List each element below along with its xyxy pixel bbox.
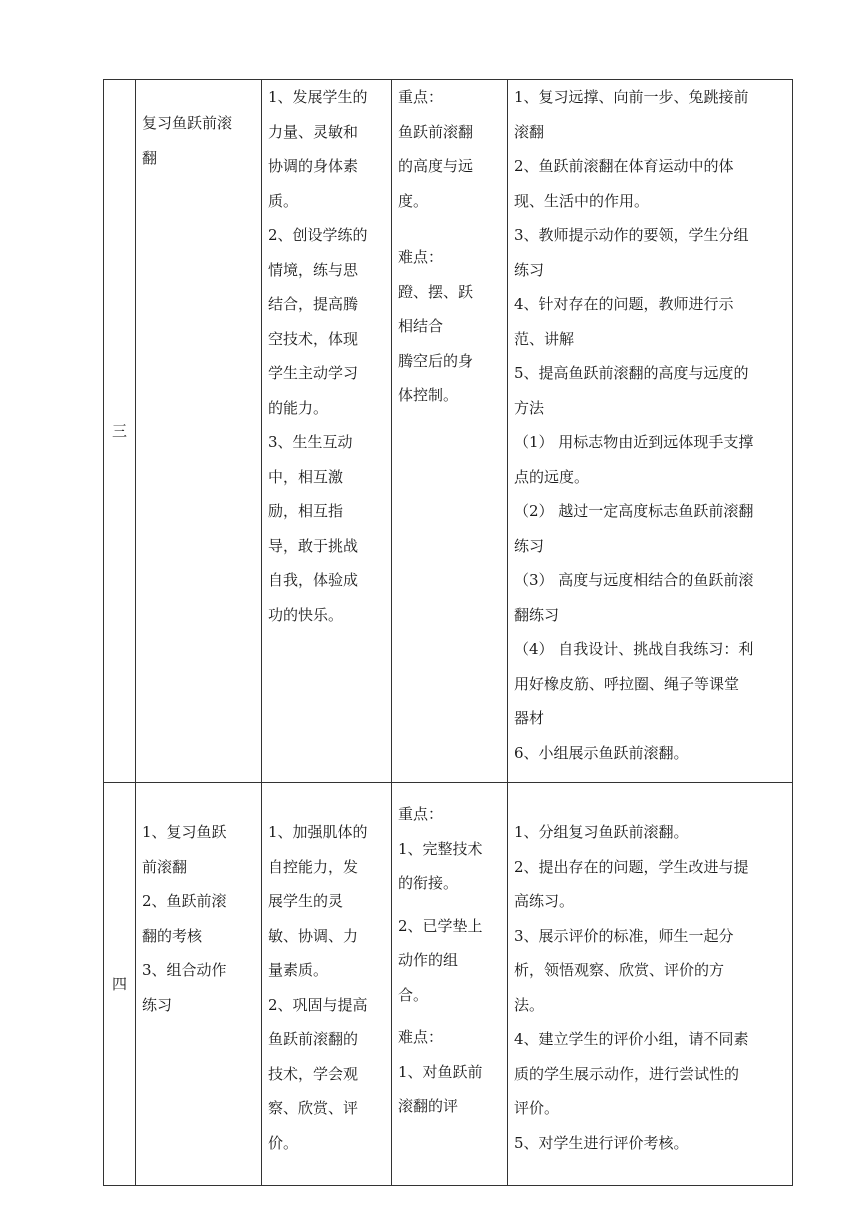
text-line: 3、展示评价的标准，师生一起分 xyxy=(514,926,734,945)
text-line: 5、提高鱼跃前滚翻的高度与远度的 xyxy=(514,364,749,382)
text-line: 动作的组 xyxy=(398,951,459,969)
text-line: 4、针对存在的问题，教师进行示 xyxy=(514,295,734,313)
text-line: 用好橡皮筋、呼拉圈、绳子等课堂 xyxy=(514,674,740,693)
text-line: 展学生的灵 xyxy=(268,892,344,910)
lesson-goals-cell xyxy=(262,783,392,1186)
text-line: 滚翻 xyxy=(514,122,545,141)
text-line: 4、建立学生的评价小组，请不同素 xyxy=(514,1030,749,1048)
text-line: 1、发展学生的 xyxy=(268,88,368,106)
text-line: （3） 高度与远度相结合的鱼跃前滚 xyxy=(514,571,754,589)
teaching-process-cell xyxy=(508,80,793,783)
lesson-number: 三 xyxy=(104,80,136,783)
key-point-title: 重点： xyxy=(398,88,444,106)
difficulty-title: 难点： xyxy=(398,248,444,266)
text-line: 度。 xyxy=(398,191,429,210)
lesson-plan-table xyxy=(103,79,793,1186)
text-line: 3、生生互动 xyxy=(268,433,353,451)
text-line: 1、复习鱼跃 xyxy=(142,823,227,841)
text-line: 察、欣赏、评 xyxy=(268,1099,359,1117)
text-line: 学生主动学习 xyxy=(268,364,359,382)
table-row xyxy=(104,783,793,1186)
text-line: 力量、灵敏和 xyxy=(268,122,359,141)
text-line: 点的远度。 xyxy=(514,467,590,486)
text-line: 自控能力，发 xyxy=(268,857,359,876)
text-line: 励，相互指 xyxy=(268,502,344,520)
text-line: 练习 xyxy=(142,995,173,1014)
text-line: 体控制。 xyxy=(398,386,459,404)
text-line: 自我，体验成 xyxy=(268,571,359,589)
text-line: 器材 xyxy=(514,709,545,727)
key-difficult-cell xyxy=(392,80,508,783)
text-line: 相结合 xyxy=(398,317,444,335)
text-line: 蹬、摆、跃 xyxy=(398,282,474,301)
text-line: 量素质。 xyxy=(268,961,329,979)
key-point-title: 重点： xyxy=(398,805,444,823)
text-line: 腾空后的身 xyxy=(398,351,474,370)
lesson-number: 四 xyxy=(104,783,136,1186)
text-line: 2、巩固与提高 xyxy=(268,995,368,1014)
text-line: （4） 自我设计、挑战自我练习：利 xyxy=(514,640,754,658)
text-line: 高练习。 xyxy=(514,892,575,910)
text-line: 范、讲解 xyxy=(514,329,575,348)
text-line: 合。 xyxy=(398,985,429,1004)
text-line: 析，领悟观察、欣赏、评价的方 xyxy=(514,961,725,979)
text-line: 前滚翻 xyxy=(142,857,188,876)
text-line: 3、组合动作 xyxy=(142,961,227,979)
text-line: 翻 xyxy=(142,148,158,167)
text-line: 质的学生展示动作，进行尝试性的 xyxy=(514,1064,740,1083)
text-line: 功的快乐。 xyxy=(268,605,344,624)
text-line: （2） 越过一定高度标志鱼跃前滚翻 xyxy=(514,502,754,520)
text-line: 3、教师提示动作的要领，学生分组 xyxy=(514,226,749,244)
text-line: 翻的考核 xyxy=(142,926,203,945)
teaching-process-cell xyxy=(508,783,793,1186)
text-line: 评价。 xyxy=(514,1099,560,1117)
text-line: 现、生活中的作用。 xyxy=(514,191,650,210)
text-line: 技术，学会观 xyxy=(268,1064,359,1083)
text-line: 1、分组复习鱼跃前滚翻。 xyxy=(514,823,689,841)
text-line: 练习 xyxy=(514,536,545,555)
text-line: 空技术，体现 xyxy=(268,329,359,348)
lesson-goals-cell xyxy=(262,80,392,783)
text-line: 的衔接。 xyxy=(398,874,459,892)
lesson-content-cell xyxy=(136,80,262,783)
text-line: 5、对学生进行评价考核。 xyxy=(514,1133,689,1152)
difficulty-title: 难点： xyxy=(398,1028,444,1046)
text-line: 协调的身体素 xyxy=(268,157,359,175)
text-line: 2、创设学练的 xyxy=(268,226,368,244)
text-line: 中，相互激 xyxy=(268,467,344,486)
text-line: 导，敢于挑战 xyxy=(268,536,359,555)
text-line: 复习鱼跃前滚 xyxy=(142,114,233,132)
text-line: 练习 xyxy=(514,260,545,279)
text-line: 2、鱼跃前滚 xyxy=(142,892,227,910)
text-line: 6、小组展示鱼跃前滚翻。 xyxy=(514,743,689,762)
text-line: 法。 xyxy=(514,995,545,1014)
text-line: 1、加强肌体的 xyxy=(268,823,368,841)
text-line: 敏、协调、力 xyxy=(268,926,359,945)
text-line: 1、完整技术 xyxy=(398,839,483,858)
text-line: 2、已学垫上 xyxy=(398,916,483,935)
text-line: （1） 用标志物由近到远体现手支撑 xyxy=(514,433,754,451)
text-line: 滚翻的评 xyxy=(398,1097,459,1115)
text-line: 价。 xyxy=(268,1133,299,1152)
text-line: 质。 xyxy=(268,191,299,210)
text-line: 的能力。 xyxy=(268,398,329,417)
text-line: 1、复习远撑、向前一步、兔跳接前 xyxy=(514,88,749,106)
text-line: 的高度与远 xyxy=(398,157,474,175)
key-difficult-cell xyxy=(392,783,508,1186)
text-line: 鱼跃前滚翻 xyxy=(398,122,474,141)
text-line: 2、鱼跃前滚翻在体育运动中的体 xyxy=(514,157,734,175)
text-line: 翻练习 xyxy=(514,605,560,624)
text-line: 1、对鱼跃前 xyxy=(398,1062,483,1081)
text-line: 方法 xyxy=(514,398,545,417)
lesson-content-cell xyxy=(136,783,262,1186)
text-line: 情境，练与思 xyxy=(268,260,359,279)
text-line: 2、提出存在的问题，学生改进与提 xyxy=(514,857,749,876)
table-row xyxy=(104,80,793,783)
text-line: 结合，提高腾 xyxy=(268,295,359,313)
text-line: 鱼跃前滚翻的 xyxy=(268,1030,359,1048)
